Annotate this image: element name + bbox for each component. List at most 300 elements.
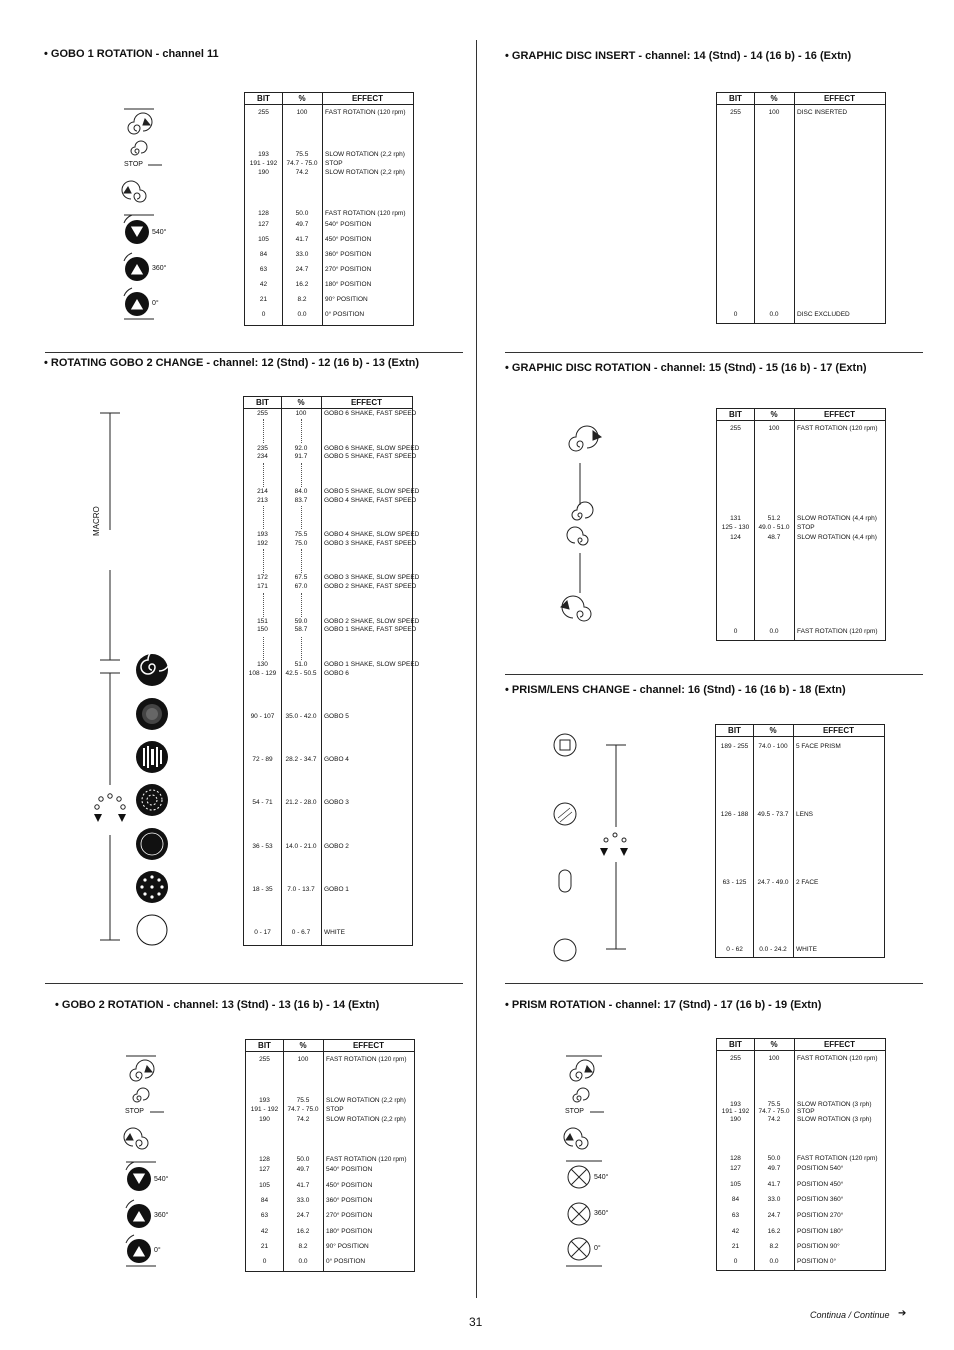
- table-cell-pct: 59.0: [294, 618, 308, 625]
- table-disc-insert: [716, 92, 886, 324]
- table-cell-pct: 75.0: [294, 540, 308, 547]
- table-cell-effect: GOBO 2: [324, 843, 349, 850]
- table-cell-pct: 49.7: [295, 221, 309, 228]
- deg360-label-gobo2: 360°: [154, 1212, 169, 1219]
- section-title-prismrot: • PRISM ROTATION - channel: 17 (Stnd) - 17 (16 b) - 19 (Extn): [505, 999, 822, 1011]
- table-cell-effect: SLOW ROTATION (2,2 rph): [326, 1116, 406, 1123]
- deg540-label-gobo2: 540°: [154, 1176, 169, 1183]
- deg0-label-gobo1: 0°: [152, 300, 159, 307]
- table-cell-effect: 270° POSITION: [326, 1212, 373, 1219]
- table-cell-pct: 67.0: [294, 583, 308, 590]
- column-divider: [753, 725, 754, 957]
- table-cell-pct: 83.7: [294, 497, 308, 504]
- table-cell-bit: 21: [731, 1243, 740, 1250]
- table-cell-bit: 128: [730, 1155, 741, 1162]
- table-cell-bit: 131: [730, 515, 741, 522]
- table-cell-bit: 189 - 255: [720, 743, 749, 750]
- column-divider: [282, 93, 283, 325]
- table-cell-effect: POSITION 180°: [797, 1228, 844, 1235]
- table-cell-bit: 21: [260, 1243, 269, 1250]
- table-cell-effect: SLOW ROTATION (2,2 rph): [326, 1097, 406, 1104]
- table-cell-bit: 0: [261, 311, 266, 318]
- header-effect: EFFECT: [794, 409, 885, 421]
- table-prism-rotation: [716, 1038, 886, 1271]
- table-cell-pct: 50.0: [295, 210, 309, 217]
- table-cell-pct: 74.7 - 75.0: [286, 160, 318, 167]
- table-cell-effect: 0° POSITION: [326, 1258, 366, 1265]
- table-cell-effect: 2 FACE: [796, 879, 819, 886]
- divider-right-1: [505, 352, 923, 353]
- column-divider: [793, 725, 794, 957]
- table-cell-effect: STOP: [797, 524, 815, 531]
- header-rule: [246, 1051, 414, 1052]
- table-cell-effect: 270° POSITION: [325, 266, 372, 273]
- table-cell-effect: GOBO 1 SHAKE, FAST SPEED: [324, 626, 417, 633]
- table-cell-bit: 193: [258, 151, 269, 158]
- table-cell-effect: GOBO 3 SHAKE, SLOW SPEED: [324, 574, 420, 581]
- deg360-label-prism: 360°: [594, 1210, 609, 1217]
- table-cell-effect: GOBO 4 SHAKE, FAST SPEED: [324, 497, 417, 504]
- header-bit: BIT: [246, 1040, 283, 1052]
- table-cell-bit: 54 - 71: [252, 799, 273, 806]
- table-cell-effect: 450° POSITION: [326, 1182, 373, 1189]
- header-pct: %: [754, 93, 794, 105]
- lens-icon: [554, 803, 576, 825]
- header-effect: EFFECT: [323, 1040, 414, 1052]
- spiral-medium-icon: [572, 502, 593, 520]
- deg540-label-gobo1: 540°: [152, 229, 167, 236]
- table-cell-pct: 0.0: [298, 1258, 308, 1265]
- gobo-wheel-arrows-icon: [90, 790, 130, 830]
- table-cell-pct: 100: [295, 410, 307, 417]
- table-cell-bit: 84: [260, 1197, 269, 1204]
- macro-bracket: [95, 405, 135, 945]
- table-cell-effect: DISC INSERTED: [797, 109, 848, 116]
- table-cell-bit: 255: [730, 1055, 741, 1062]
- table-cell-pct: 0.0: [297, 311, 307, 318]
- column-divider: [794, 93, 795, 323]
- table-cell-bit: 234: [257, 453, 268, 460]
- table-cell-pct: 0.0: [769, 1258, 779, 1265]
- table-cell-pct: 16.2: [295, 281, 309, 288]
- table-cell-effect: FAST ROTATION (120 rpm): [797, 1055, 878, 1062]
- table-cell-pct: 41.7: [767, 1181, 781, 1188]
- header-effect: EFFECT: [793, 725, 884, 737]
- table-cell-pct: 41.7: [296, 1182, 310, 1189]
- header-pct: %: [754, 409, 794, 421]
- table-cell-pct: 50.0: [767, 1155, 781, 1162]
- table-cell-bit: 130: [257, 661, 268, 668]
- table-cell-pct: 28.2 - 34.7: [285, 756, 317, 763]
- header-bit: BIT: [244, 397, 281, 409]
- table-cell-effect: GOBO 3 SHAKE, FAST SPEED: [324, 540, 417, 547]
- table-cell-pct: 24.7: [295, 266, 309, 273]
- table-cell-pct: 50.0: [296, 1156, 310, 1163]
- prism-2face-icon: [559, 870, 571, 892]
- range-continuation: [263, 637, 264, 660]
- table-cell-pct: 42.5 - 50.5: [285, 670, 317, 677]
- table-cell-effect: GOBO 6 SHAKE, FAST SPEED: [324, 410, 417, 417]
- table-cell-effect: 180° POSITION: [326, 1228, 373, 1235]
- header-effect: EFFECT: [322, 93, 413, 105]
- table-cell-bit: 63 - 125: [722, 879, 747, 886]
- table-cell-pct: 8.2: [769, 1243, 779, 1250]
- range-continuation: [301, 593, 302, 617]
- table-cell-pct: 74.2: [295, 169, 309, 176]
- table-cell-pct: 58.7: [294, 626, 308, 633]
- gobo5-texture-icon: [136, 698, 168, 730]
- spiral-small-icon: [573, 1088, 589, 1102]
- table-cell-effect: 360° POSITION: [326, 1197, 373, 1204]
- table-cell-bit: 90 - 107: [250, 713, 275, 720]
- triangle-up-0-icon: [124, 288, 154, 319]
- table-cell-effect: GOBO 2 SHAKE, FAST SPEED: [324, 583, 417, 590]
- range-continuation: [301, 419, 302, 443]
- table-cell-pct: 74.7 - 75.0: [758, 1108, 790, 1115]
- spiral-cw-icon: [570, 1060, 594, 1081]
- prism-lens-icons: [548, 732, 648, 962]
- spiral-ccw-icon: [124, 1128, 148, 1149]
- divider-left-2: [45, 983, 463, 984]
- table-cell-bit: 192: [257, 540, 268, 547]
- column-divider: [321, 397, 322, 945]
- table-cell-pct: 16.2: [296, 1228, 310, 1235]
- header-bit: BIT: [245, 93, 282, 105]
- gobo1-dots-icon: [136, 871, 168, 903]
- prism-arrows-icon: [600, 833, 628, 856]
- table-cell-bit: 21: [259, 296, 268, 303]
- table-cell-pct: 33.0: [767, 1196, 781, 1203]
- deg540-label-prism: 540°: [594, 1174, 609, 1181]
- table-cell-bit: 125 - 130: [721, 524, 750, 531]
- table-cell-bit: 105: [258, 236, 269, 243]
- table-cell-pct: 100: [768, 109, 780, 116]
- section-title-discinsert: • GRAPHIC DISC INSERT - channel: 14 (Stnd) - 14 (16 b) - 16 (Extn): [505, 50, 852, 62]
- table-cell-bit: 18 - 35: [252, 886, 273, 893]
- table-cell-pct: 14.0 - 21.0: [285, 843, 317, 850]
- table-cell-pct: 100: [297, 1056, 309, 1063]
- table-cell-pct: 100: [296, 109, 308, 116]
- table-cell-effect: FAST ROTATION (120 rpm): [326, 1156, 407, 1163]
- table-cell-pct: 7.0 - 13.7: [287, 886, 315, 893]
- triangle-down-540-icon: [126, 1162, 151, 1191]
- table-cell-pct: 24.7: [767, 1212, 781, 1219]
- table-cell-effect: SLOW ROTATION (2,2 rph): [325, 169, 405, 176]
- table-cell-effect: POSITION 540°: [797, 1165, 844, 1172]
- table-cell-pct: 74.2: [296, 1116, 310, 1123]
- table-cell-bit: 255: [730, 109, 741, 116]
- table-cell-bit: 72 - 89: [252, 756, 273, 763]
- table-cell-pct: 33.0: [295, 251, 309, 258]
- table-cell-pct: 75.5: [294, 531, 308, 538]
- table-prism-lens: [715, 724, 885, 958]
- table-cell-pct: 75.5: [296, 1097, 310, 1104]
- table-cell-bit: 63: [260, 1212, 269, 1219]
- table-disc-rotation: [716, 408, 886, 641]
- table-cell-effect: FAST ROTATION (120 rpm): [797, 425, 878, 432]
- section-title-prismlens: • PRISM/LENS CHANGE - channel: 16 (Stnd) - 16 (16 b) - 18 (Extn): [505, 684, 846, 696]
- spiral-ccw-icon: [122, 181, 146, 202]
- table-cell-bit: 191 - 192: [250, 1106, 279, 1113]
- table-cell-bit: 128: [259, 1156, 270, 1163]
- spiral-small-icon: [131, 141, 147, 155]
- table-cell-bit: 150: [257, 626, 268, 633]
- gobo6-spiral-icon: [136, 652, 170, 686]
- table-cell-bit: 171: [257, 583, 268, 590]
- prism-cross-0-icon: [566, 1238, 602, 1266]
- prism-5face-icon: [554, 734, 576, 756]
- table-cell-bit: 84: [259, 251, 268, 258]
- spiral-small-icon: [133, 1088, 149, 1102]
- table-cell-bit: 124: [730, 534, 741, 541]
- table-cell-effect: GOBO 6: [324, 670, 349, 677]
- center-divider: [476, 40, 477, 1298]
- table-cell-effect: STOP: [326, 1106, 344, 1113]
- table-cell-bit: 213: [257, 497, 268, 504]
- deg360-label-gobo1: 360°: [152, 265, 167, 272]
- table-cell-effect: GOBO 1: [324, 886, 349, 893]
- range-continuation: [301, 506, 302, 529]
- table-cell-bit: 127: [258, 221, 269, 228]
- table-cell-bit: 151: [257, 618, 268, 625]
- table-cell-bit: 193: [259, 1097, 270, 1104]
- table-cell-pct: 84.0: [294, 488, 308, 495]
- gobo-images: [133, 652, 173, 942]
- table-cell-bit: 190: [259, 1116, 270, 1123]
- table-cell-bit: 0: [733, 311, 738, 318]
- triangle-up-360-icon: [126, 1200, 151, 1228]
- table-cell-pct: 49.7: [296, 1166, 310, 1173]
- table-cell-bit: 127: [259, 1166, 270, 1173]
- deg0-label-prism: 0°: [594, 1245, 601, 1252]
- white-open-icon: [133, 911, 173, 951]
- gobo1-icons: [110, 105, 220, 345]
- section-title-gobo1: • GOBO 1 ROTATION - channel 11: [44, 48, 219, 60]
- divider-left-1: [45, 352, 463, 353]
- arrow-right-icon: ➔: [898, 1308, 907, 1319]
- table-cell-pct: 91.7: [294, 453, 308, 460]
- table-cell-pct: 16.2: [767, 1228, 781, 1235]
- page-number: 31: [469, 1315, 483, 1329]
- stop-label-gobo1: STOP: [124, 161, 143, 168]
- table-cell-pct: 100: [768, 1055, 780, 1062]
- header-rule: [717, 1050, 885, 1051]
- triangle-down-540-icon: [124, 215, 149, 244]
- table-cell-bit: 42: [259, 281, 268, 288]
- range-continuation: [301, 637, 302, 660]
- table-cell-pct: 0.0: [769, 628, 779, 635]
- header-pct: %: [281, 397, 321, 409]
- table-cell-effect: SLOW ROTATION (3 rph): [797, 1101, 872, 1108]
- gobo4-bars-icon: [136, 741, 168, 773]
- table-cell-bit: 0: [262, 1258, 267, 1265]
- table-cell-effect: POSITION 270°: [797, 1212, 844, 1219]
- deg0-label-gobo2: 0°: [154, 1247, 161, 1254]
- table-cell-bit: 235: [257, 445, 268, 452]
- table-cell-pct: 33.0: [296, 1197, 310, 1204]
- triangle-up-360-icon: [124, 253, 149, 281]
- table-gobo2-rotation: [245, 1039, 415, 1272]
- table-cell-effect: POSITION 90°: [797, 1243, 840, 1250]
- table-cell-bit: 190: [258, 169, 269, 176]
- column-divider: [323, 1040, 324, 1271]
- table-cell-pct: 49.5 - 73.7: [757, 811, 789, 818]
- header-bit: BIT: [717, 1039, 754, 1051]
- table-cell-effect: LENS: [796, 811, 813, 818]
- table-cell-effect: POSITION 450°: [797, 1181, 844, 1188]
- table-cell-pct: 74.2: [767, 1116, 781, 1123]
- header-pct: %: [283, 1040, 323, 1052]
- section-title-discrot: • GRAPHIC DISC ROTATION - channel: 15 (Stnd) - 15 (16 b) - 17 (Extn): [505, 362, 867, 374]
- gobo2-ring-icon: [136, 828, 168, 860]
- range-continuation: [263, 593, 264, 617]
- table-cell-effect: FAST ROTATION (120 rpm): [325, 109, 406, 116]
- table-cell-effect: FAST ROTATION (120 rpm): [797, 1155, 878, 1162]
- gobo3-swirl-icon: [136, 784, 168, 816]
- header-bit: BIT: [717, 93, 754, 105]
- table-cell-effect: SLOW ROTATION (3 rph): [797, 1116, 872, 1123]
- table-cell-bit: 105: [730, 1181, 741, 1188]
- table-cell-pct: 8.2: [297, 296, 307, 303]
- table-cell-bit: 126 - 188: [720, 811, 749, 818]
- table-cell-bit: 172: [257, 574, 268, 581]
- table-cell-effect: SLOW ROTATION (4,4 rph): [797, 534, 877, 541]
- table-cell-effect: FAST ROTATION (120 rpm): [797, 628, 878, 635]
- section-title-gobo2change: • ROTATING GOBO 2 CHANGE - channel: 12 (Stnd) - 12 (16 b) - 13 (Extn): [44, 357, 420, 369]
- table-cell-bit: 63: [259, 266, 268, 273]
- prism-cross-540-icon: [568, 1166, 590, 1188]
- table-cell-effect: 90° POSITION: [326, 1243, 369, 1250]
- table-cell-effect: GOBO 5 SHAKE, SLOW SPEED: [324, 488, 420, 495]
- table-cell-pct: 48.7: [767, 534, 781, 541]
- section-title-gobo2rot: • GOBO 2 ROTATION - channel: 13 (Stnd) - 13 (16 b) - 14 (Extn): [55, 999, 380, 1011]
- table-cell-effect: WHITE: [324, 929, 345, 936]
- table-cell-pct: 49.0 - 51.0: [758, 524, 790, 531]
- table-cell-pct: 75.5: [767, 1101, 781, 1108]
- table-gobo2-change: [243, 396, 420, 946]
- header-effect: EFFECT: [794, 93, 885, 105]
- table-cell-effect: STOP: [797, 1108, 815, 1115]
- table-cell-pct: 0 - 6.7: [291, 929, 311, 936]
- spiral-large-ccw-icon: [561, 596, 591, 621]
- table-cell-effect: 5 FACE PRISM: [796, 743, 841, 750]
- prism-rotation-icons: [552, 1052, 662, 1292]
- stop-label-gobo2: STOP: [125, 1108, 144, 1115]
- header-rule: [717, 104, 885, 105]
- table-cell-bit: 105: [259, 1182, 270, 1189]
- table-cell-effect: WHITE: [796, 946, 817, 953]
- table-cell-pct: 74.7 - 75.0: [287, 1106, 319, 1113]
- divider-right-2: [505, 674, 923, 675]
- table-cell-pct: 92.0: [294, 445, 308, 452]
- table-cell-bit: 191 - 192: [249, 160, 278, 167]
- table-cell-pct: 67.5: [294, 574, 308, 581]
- header-pct: %: [282, 93, 322, 105]
- table-cell-pct: 0.0: [769, 311, 779, 318]
- continue-label: Continua / Continue: [810, 1310, 890, 1320]
- table-cell-effect: FAST ROTATION (120 rpm): [325, 210, 406, 217]
- table-cell-bit: 128: [258, 210, 269, 217]
- white-open-icon: [554, 939, 576, 961]
- header-pct: %: [753, 725, 793, 737]
- range-continuation: [263, 463, 264, 487]
- table-cell-pct: 100: [768, 425, 780, 432]
- table-cell-pct: 0.0 - 24.2: [759, 946, 787, 953]
- table-cell-effect: GOBO 4: [324, 756, 349, 763]
- table-cell-pct: 75.5: [295, 151, 309, 158]
- table-cell-bit: 36 - 53: [252, 843, 273, 850]
- table-cell-pct: 74.0 - 100: [758, 743, 788, 750]
- table-cell-effect: SLOW ROTATION (4,4 rph): [797, 515, 877, 522]
- table-cell-bit: 0: [733, 628, 738, 635]
- range-continuation: [301, 463, 302, 487]
- table-cell-pct: 51.2: [767, 515, 781, 522]
- table-cell-effect: POSITION 360°: [797, 1196, 844, 1203]
- table-cell-bit: 255: [258, 109, 269, 116]
- gobo2-rotation-icons: [112, 1052, 222, 1292]
- table-cell-bit: 190: [730, 1116, 741, 1123]
- header-effect: EFFECT: [321, 397, 412, 409]
- prism-cross-360-icon: [568, 1203, 590, 1225]
- header-bit: BIT: [717, 409, 754, 421]
- table-cell-effect: GOBO 5: [324, 713, 349, 720]
- table-cell-bit: 127: [730, 1165, 741, 1172]
- table-cell-bit: 193: [257, 531, 268, 538]
- column-divider: [754, 93, 755, 323]
- range-continuation: [263, 549, 264, 573]
- header-rule: [716, 736, 884, 737]
- header-rule: [717, 420, 885, 421]
- table-cell-effect: GOBO 2 SHAKE, SLOW SPEED: [324, 618, 420, 625]
- spiral-cw-icon: [130, 1060, 154, 1081]
- column-divider: [794, 1039, 795, 1270]
- table-cell-effect: 180° POSITION: [325, 281, 372, 288]
- table-cell-bit: 108 - 129: [248, 670, 277, 677]
- table-cell-pct: 8.2: [298, 1243, 308, 1250]
- table-cell-effect: DISC EXCLUDED: [797, 311, 850, 318]
- column-divider: [794, 409, 795, 640]
- table-cell-effect: 450° POSITION: [325, 236, 372, 243]
- macro-label: MACRO: [92, 506, 101, 536]
- header-pct: %: [754, 1039, 794, 1051]
- table-cell-bit: 255: [259, 1056, 270, 1063]
- spiral-medium-ccw-icon: [567, 527, 588, 545]
- table-cell-bit: 193: [730, 1101, 741, 1108]
- range-continuation: [263, 506, 264, 529]
- table-cell-bit: 255: [730, 425, 741, 432]
- range-continuation: [301, 549, 302, 573]
- range-continuation: [263, 419, 264, 443]
- stop-label-prism: STOP: [565, 1108, 584, 1115]
- table-cell-bit: 42: [260, 1228, 269, 1235]
- table-cell-effect: GOBO 3: [324, 799, 349, 806]
- table-cell-pct: 41.7: [295, 236, 309, 243]
- header-rule: [245, 104, 413, 105]
- table-cell-effect: 90° POSITION: [325, 296, 368, 303]
- table-cell-pct: 24.7: [296, 1212, 310, 1219]
- header-effect: EFFECT: [794, 1039, 885, 1051]
- disc-rotation-icons: [553, 425, 613, 635]
- table-cell-bit: 191 - 192: [721, 1108, 750, 1115]
- table-cell-effect: STOP: [325, 160, 343, 167]
- table-cell-effect: GOBO 4 SHAKE, SLOW SPEED: [324, 531, 420, 538]
- table-cell-pct: 49.7: [767, 1165, 781, 1172]
- table-cell-bit: 42: [731, 1228, 740, 1235]
- table-cell-bit: 0 - 62: [726, 946, 743, 953]
- table-cell-effect: 0° POSITION: [325, 311, 365, 318]
- divider-right-3: [505, 983, 923, 984]
- table-cell-pct: 51.0: [294, 661, 308, 668]
